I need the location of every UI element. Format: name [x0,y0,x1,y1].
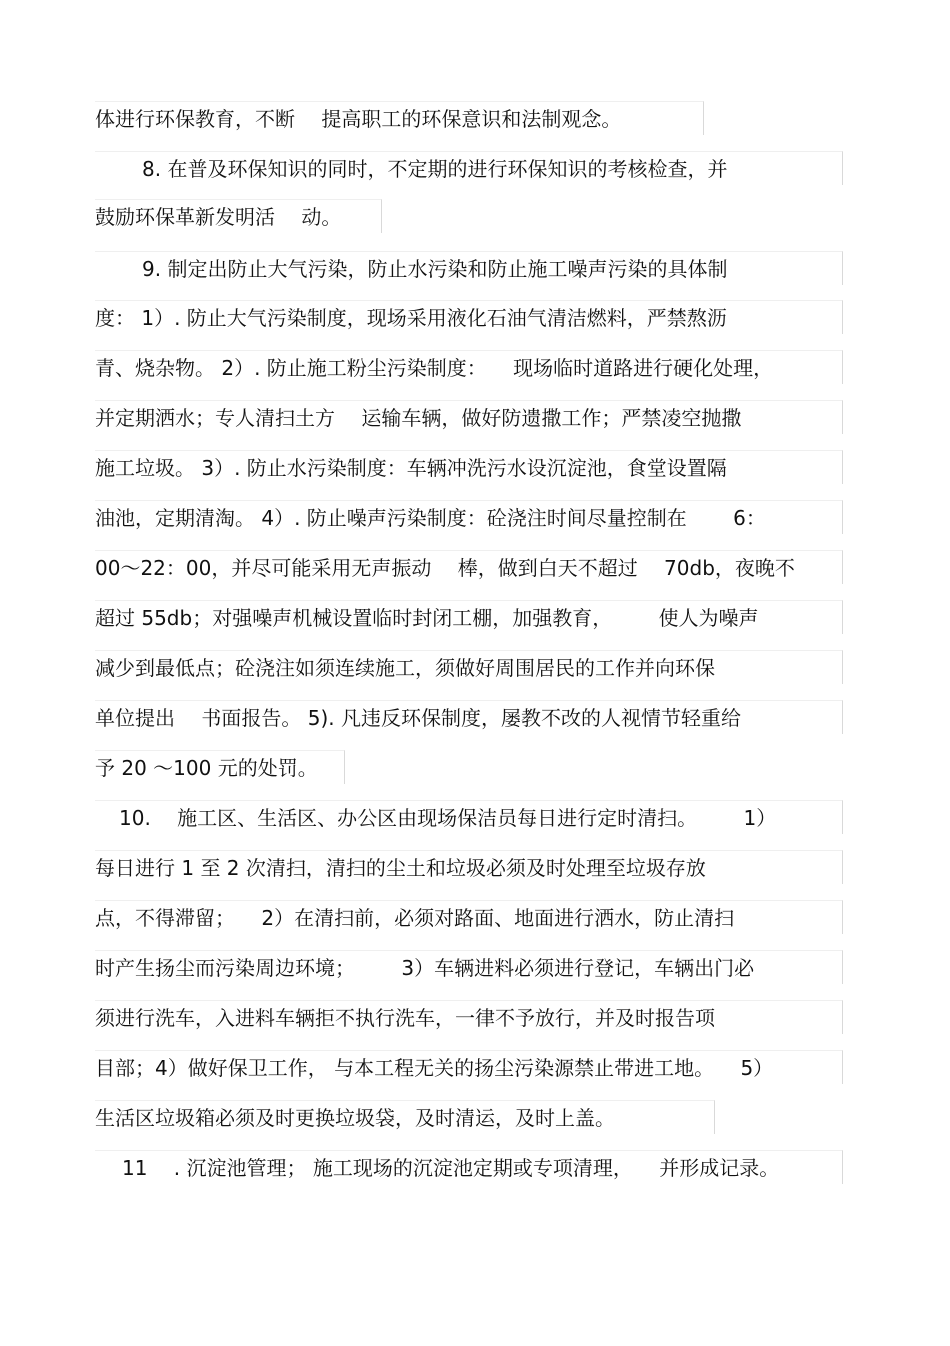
text-line: 并定期洒水；专人清扫土方 运输车辆，做好防遗撒工作；严禁凌空抛撒 [95,400,843,434]
text-line: 8. 在普及环保知识的同时，不定期的进行环保知识的考核检查，并 [95,151,843,185]
text-line: 点，不得滞留； 2）在清扫前，必须对路面、地面进行洒水，防止清扫 [95,900,843,934]
text-line: 须进行洗车，入进料车辆拒不执行洗车，一律不予放行，并及时报告项 [95,1000,843,1034]
text-line: 时产生扬尘而污染周边环境； 3）车辆进料必须进行登记，车辆出门必 [95,950,843,984]
text-line: 每日进行 1 至 2 次清扫，清扫的尘土和垃圾必须及时处理至垃圾存放 [95,850,843,884]
text-line: 减少到最低点；砼浇注如须连续施工，须做好周围居民的工作并向环保 [95,650,843,684]
text-line: 青、烧杂物。 2）. 防止施工粉尘污染制度： 现场临时道路进行硬化处理， [95,350,843,384]
text-line: 予 20 ～100 元的处罚。 [95,750,345,784]
text-line: 鼓励环保革新发明活 动。 [95,199,382,233]
text-line: 11 . 沉淀池管理； 施工现场的沉淀池定期或专项清理， 并形成记录。 [95,1150,843,1184]
text-line: 10. 施工区、生活区、办公区由现场保洁员每日进行定时清扫。 1） [95,800,843,834]
text-line: 度： 1）. 防止大气污染制度，现场采用液化石油气清洁燃料，严禁熬沥 [95,300,843,334]
text-line: 目部；4）做好保卫工作， 与本工程无关的扬尘污染源禁止带进工地。 5） [95,1050,843,1084]
text-line: 9. 制定出防止大气污染，防止水污染和防止施工噪声污染的具体制 [95,251,843,285]
text-line: 超过 55db；对强噪声机械设置临时封闭工棚，加强教育， 使人为噪声 [95,600,843,634]
text-line: 体进行环保教育，不断 提高职工的环保意识和法制观念。 [95,101,704,135]
text-line: 油池，定期清淘。 4）. 防止噪声污染制度：砼浇注时间尽量控制在 6： [95,500,843,534]
text-line: 00～22：00，并尽可能采用无声振动 棒，做到白天不超过 70db，夜晚不 [95,550,843,584]
text-line: 单位提出 书面报告。 5). 凡违反环保制度，屡教不改的人视情节轻重给 [95,700,843,734]
text-line: 生活区垃圾箱必须及时更换垃圾袋，及时清运，及时上盖。 [95,1100,715,1134]
text-line: 施工垃圾。 3）. 防止水污染制度：车辆冲洗污水设沉淀池，食堂设置隔 [95,450,843,484]
